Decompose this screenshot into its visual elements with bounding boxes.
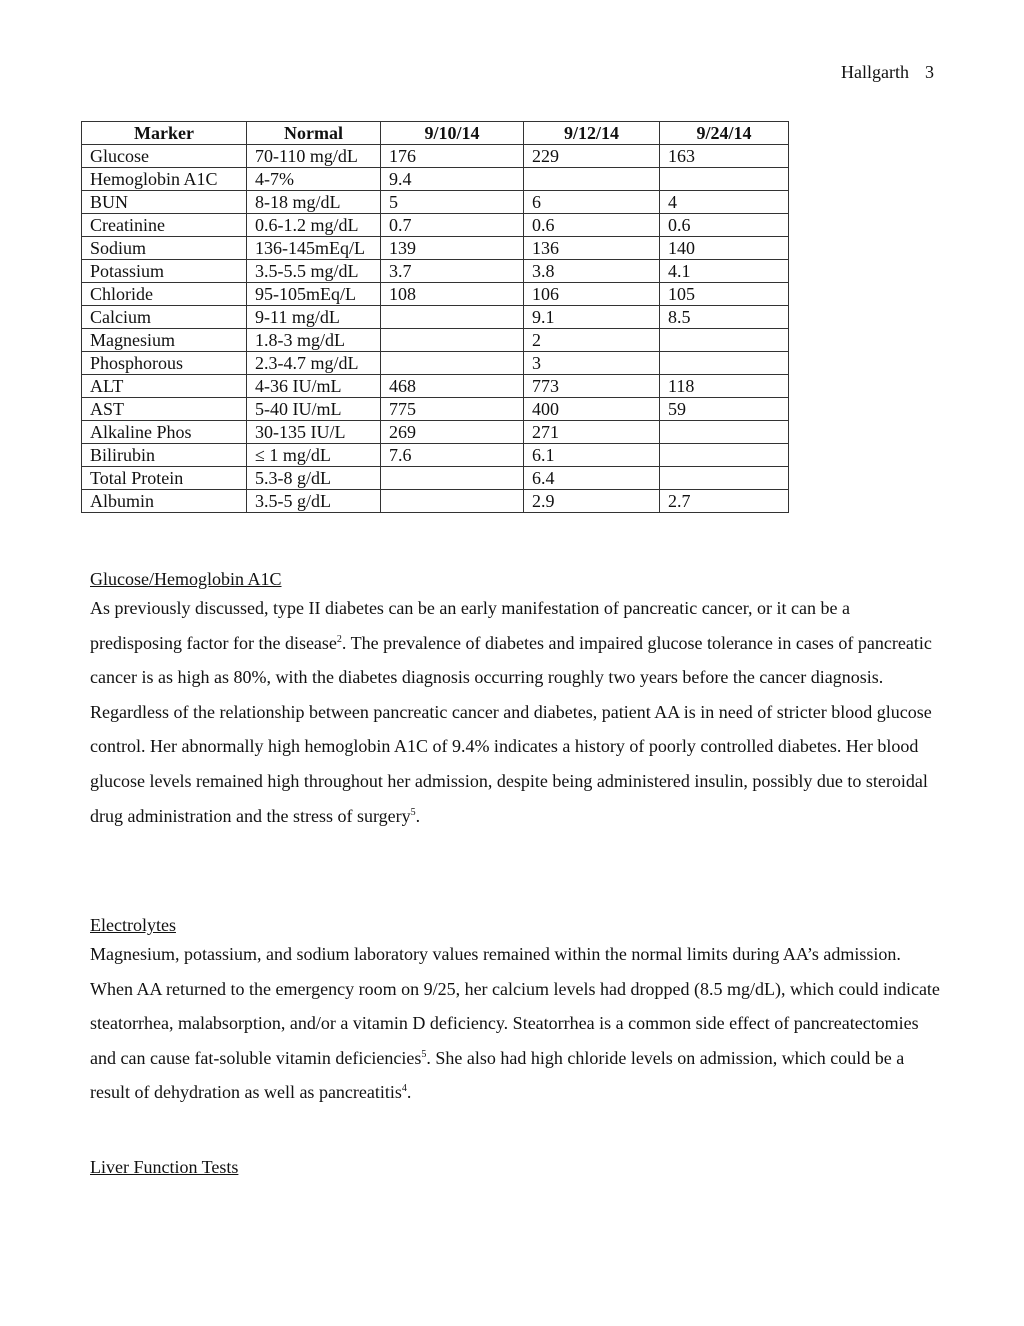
table-row <box>82 421 789 444</box>
glucose-section <box>90 567 940 833</box>
table-cell: 8.5 <box>660 306 789 329</box>
table-cell: 3.5-5 g/dL <box>247 490 381 513</box>
table-row <box>82 352 789 375</box>
table-cell: Creatinine <box>82 214 247 237</box>
table-cell: 2 <box>524 329 660 352</box>
table-cell: 9.1 <box>524 306 660 329</box>
table-cell: ≤ 1 mg/dL <box>247 444 381 467</box>
table-cell: Phosphorous <box>82 352 247 375</box>
table-cell: 4 <box>660 191 789 214</box>
section-paragraph: As previously discussed, type II diabetes can be an early manifestation of pancreatic cancer, or it can be a predisposing factor for the disease$^2$. The prevalence of diabetes and impaired glucose tolerance in cases of pancreatic cancer is as high as 80%, with the diabetes diagnosis occurring roughly two years before the cancer diagnosis. Regardless of the relationship between pancreatic cancer and diabetes, patient AA is in need of stricter blood glucose control. Her abnormally high hemoglobin A1C of 9.4% indicates a history of poorly controlled diabetes. Her blood glucose levels remained high throughout her admission, despite being administered insulin, possibly due to steroidal drug administration and the stress of surgery$^5$. <box>90 598 932 826</box>
table-row <box>82 444 789 467</box>
table-cell: 4-7% <box>247 168 381 191</box>
table-cell <box>660 444 789 467</box>
table-cell <box>660 168 789 191</box>
author-name: Hallgarth <box>841 62 909 82</box>
table-cell: 95-105mEq/L <box>247 283 381 306</box>
table-cell <box>381 352 524 375</box>
table-cell <box>660 352 789 375</box>
citation-ref: 2 <box>336 633 342 645</box>
table-cell: 70-110 mg/dL <box>247 145 381 168</box>
section-heading: Electrolytes <box>90 915 176 935</box>
liver-section <box>90 1155 940 1179</box>
table-cell <box>660 329 789 352</box>
table-cell: ALT <box>82 375 247 398</box>
table-cell: 118 <box>660 375 789 398</box>
table-cell: Alkaline Phos <box>82 421 247 444</box>
table-cell: 2.7 <box>660 490 789 513</box>
table-cell: 139 <box>381 237 524 260</box>
table-row <box>82 237 789 260</box>
table-cell: 4.1 <box>660 260 789 283</box>
table-cell: 269 <box>381 421 524 444</box>
table-cell: 4-36 IU/mL <box>247 375 381 398</box>
table-cell <box>660 467 789 490</box>
table-header-row <box>82 122 789 145</box>
table-cell <box>660 421 789 444</box>
table-cell: Chloride <box>82 283 247 306</box>
table-cell <box>524 168 660 191</box>
table-cell <box>381 306 524 329</box>
table-row <box>82 329 789 352</box>
table-cell: 5 <box>381 191 524 214</box>
section-paragraph: Magnesium, potassium, and sodium laboratory values remained within the normal limits during AA’s admission. When AA returned to the emergency room on 9/25, her calcium levels had dropped (8.5 mg/dL), which could indicate steatorrhea, malabsorption, and/or a vitamin D deficiency. Steatorrhea is a common side effect of pancreatectomies and can cause fat-soluble vitamin deficiencies$^5$. She also had high chloride levels on admission, which could be a result of dehydration as well as pancreatitis$^4$. <box>90 944 940 1103</box>
table-cell: 6.4 <box>524 467 660 490</box>
table-cell: Albumin <box>82 490 247 513</box>
table-row <box>82 214 789 237</box>
table-cell: Bilirubin <box>82 444 247 467</box>
table-cell: 136 <box>524 237 660 260</box>
table-cell: 0.7 <box>381 214 524 237</box>
table-row <box>82 168 789 191</box>
table-cell: 106 <box>524 283 660 306</box>
table-cell: 9-11 mg/dL <box>247 306 381 329</box>
electrolytes-section <box>90 913 940 1110</box>
table-cell: 0.6 <box>660 214 789 237</box>
table-row <box>82 375 789 398</box>
table-cell: 400 <box>524 398 660 421</box>
table-cell: 140 <box>660 237 789 260</box>
table-cell: Calcium <box>82 306 247 329</box>
table-cell: Sodium <box>82 237 247 260</box>
table-cell: 6.1 <box>524 444 660 467</box>
table-row <box>82 145 789 168</box>
table-cell: 2.3-4.7 mg/dL <box>247 352 381 375</box>
table-cell: 3 <box>524 352 660 375</box>
page-number: 3 <box>925 62 934 82</box>
column-header: Marker <box>82 122 247 145</box>
table-row <box>82 191 789 214</box>
table-row <box>82 467 789 490</box>
table-cell: 3.5-5.5 mg/dL <box>247 260 381 283</box>
table-cell: 59 <box>660 398 789 421</box>
column-header: 9/12/14 <box>524 122 660 145</box>
section-heading: Liver Function Tests <box>90 1157 239 1177</box>
table-cell: Glucose <box>82 145 247 168</box>
citation-ref: 5 <box>421 1048 427 1060</box>
table-row <box>82 490 789 513</box>
table-cell: 176 <box>381 145 524 168</box>
table-cell: 773 <box>524 375 660 398</box>
citation-ref: 5 <box>410 806 416 818</box>
page-header <box>841 62 934 83</box>
lab-values-table <box>81 121 789 513</box>
table-cell <box>381 467 524 490</box>
table-cell: 108 <box>381 283 524 306</box>
table-cell: Total Protein <box>82 467 247 490</box>
table-cell: 105 <box>660 283 789 306</box>
table-cell: 6 <box>524 191 660 214</box>
table-cell: 9.4 <box>381 168 524 191</box>
table-row <box>82 283 789 306</box>
table-cell: 8-18 mg/dL <box>247 191 381 214</box>
table-row <box>82 398 789 421</box>
table-cell: 0.6 <box>524 214 660 237</box>
table-cell: 229 <box>524 145 660 168</box>
table-cell: 468 <box>381 375 524 398</box>
column-header: Normal <box>247 122 381 145</box>
column-header: 9/10/14 <box>381 122 524 145</box>
table-row <box>82 260 789 283</box>
table-cell <box>381 329 524 352</box>
table-cell: AST <box>82 398 247 421</box>
table-cell: 7.6 <box>381 444 524 467</box>
table-row <box>82 306 789 329</box>
table-cell: 5-40 IU/mL <box>247 398 381 421</box>
table-cell: 2.9 <box>524 490 660 513</box>
table-cell: 1.8-3 mg/dL <box>247 329 381 352</box>
table-cell: 271 <box>524 421 660 444</box>
table-cell: 3.7 <box>381 260 524 283</box>
table-cell: 30-135 IU/L <box>247 421 381 444</box>
table-cell: BUN <box>82 191 247 214</box>
table-cell: 5.3-8 g/dL <box>247 467 381 490</box>
column-header: 9/24/14 <box>660 122 789 145</box>
table-cell: 0.6-1.2 mg/dL <box>247 214 381 237</box>
table-cell: Magnesium <box>82 329 247 352</box>
table-cell: 136-145mEq/L <box>247 237 381 260</box>
table-cell: 163 <box>660 145 789 168</box>
table-cell: 775 <box>381 398 524 421</box>
table-cell: Hemoglobin A1C <box>82 168 247 191</box>
citation-ref: 4 <box>401 1083 407 1095</box>
table-cell <box>381 490 524 513</box>
table-cell: 3.8 <box>524 260 660 283</box>
table-cell: Potassium <box>82 260 247 283</box>
section-heading: Glucose/Hemoglobin A1C <box>90 569 282 589</box>
